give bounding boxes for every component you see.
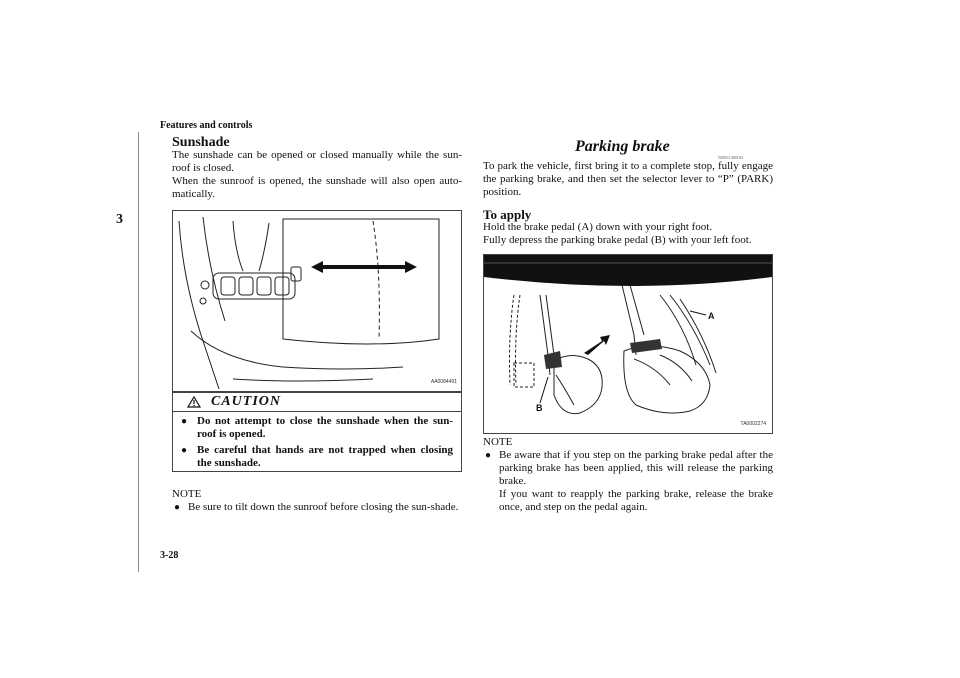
parking-brake-title: Parking brake [575,138,670,155]
to-apply-step-2: Fully depress the parking brake pedal (B) with your left foot. [483,234,752,246]
sunshade-section [172,136,462,201]
sunshade-paragraph-2: When the sunroof is opened, the sunshade will also open auto-matically. [172,175,462,200]
chapter-number: 3 [116,212,123,227]
bullet-icon: ● [181,445,188,456]
pedal-label-a: A [708,311,715,321]
parking-brake-figure [483,254,773,434]
sunshade-illustration [173,211,461,391]
to-apply-section [483,208,773,247]
warning-triangle-icon [187,396,201,408]
sunshade-paragraph-1: The sunshade can be opened or closed manually while the sun-roof is closed. [172,149,462,174]
parking-paragraph: To park the vehicle, first bring it to a complete stop, fully engage the parking brake, and then set the selector lever to “P” (PARK) position. [483,160,773,198]
bullet-icon: ● [174,502,181,513]
note-item: ● Be sure to tilt down the sunroof before closing the sun-shade. [174,501,459,513]
caution-box [172,392,462,472]
caution-item: ● Do not attempt to close the sunshade when the sun-roof is opened. [181,415,453,440]
section-header: Features and controls [160,120,253,131]
to-apply-title: To apply [483,207,532,222]
note-label: NOTE [483,436,513,448]
chapter-divider [138,132,139,572]
page-number: 3-28 [160,550,179,561]
note-label: NOTE [172,488,202,500]
pedal-label-b: B [536,403,543,413]
parking-brake-code: N00511400184 [718,155,743,160]
caution-list [173,415,461,470]
parking-figure-code: TA0002274 [740,421,766,427]
sunshade-title: Sunshade [172,135,230,150]
parking-intro [483,160,773,199]
caution-header [173,393,461,412]
bullet-icon: ● [485,450,492,461]
parking-note [483,436,773,514]
caution-item: ● Be careful that hands are not trapped when closing the sunshade. [181,444,453,469]
sunshade-figure-code: AA0084491 [430,379,457,385]
bullet-icon: ● [181,416,188,427]
note-list [483,449,773,514]
sunshade-figure [172,210,462,392]
parking-brake-illustration [484,255,772,433]
note-list [172,501,462,514]
note-item: ● Be aware that if you step on the parking brake pedal after the parking brake has been applied, this will release the parking brake. If you want to reapply the parking brake, release the brake once, and step on the pedal again. [485,449,773,513]
caution-title: CAUTION [211,394,282,409]
to-apply-step-1: Hold the brake pedal (A) down with your right foot. [483,221,713,233]
sunshade-note [172,488,462,514]
